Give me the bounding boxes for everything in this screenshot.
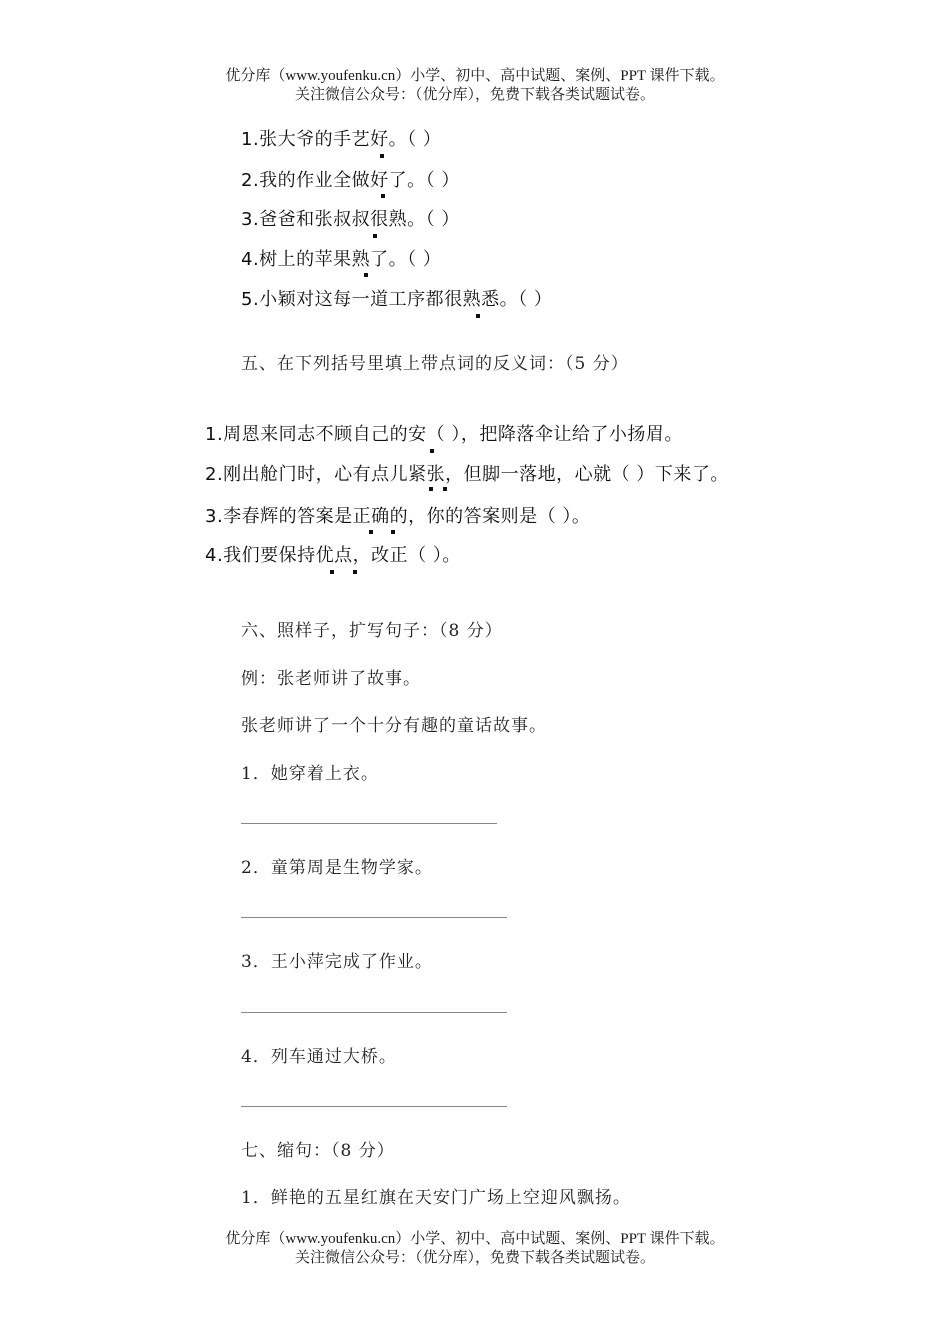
s6-item-4: 4．列车通过大桥。 — [241, 1047, 397, 1067]
emphasis-dot — [380, 154, 384, 158]
section-5-title: 五、在下列括号里填上带点词的反义词：（5 分） — [241, 354, 629, 374]
emphasis-dot — [364, 273, 368, 277]
emphasis-dot — [330, 570, 334, 574]
emphasis-dot — [476, 314, 480, 318]
footer-line-1: 优分库（www.youfenku.cn）小学、初中、高中试题、案例、PPT 课件下载。 — [225, 1231, 725, 1247]
s6-item-1: 1．她穿着上衣。 — [241, 764, 379, 784]
emphasis-dot — [373, 234, 377, 238]
header-line-2: 关注微信公众号：（优分库），免费下载各类试题试卷。 — [294, 87, 655, 103]
answer-line-3 — [241, 1012, 507, 1013]
s4-item-1: 1.张大爷的手艺好。（ ） — [241, 129, 442, 150]
header-line-1: 优分库（www.youfenku.cn）小学、初中、高中试题、案例、PPT 课件下载。 — [225, 68, 725, 84]
s4-item-3: 3.爸爸和张叔叔很熟。（ ） — [241, 209, 460, 230]
emphasis-dot — [430, 449, 434, 453]
s7-item-1: 1．鲜艳的五星红旗在天安门广场上空迎风飘扬。 — [241, 1188, 631, 1208]
section-6-title: 六、照样子，扩写句子：（8 分） — [241, 621, 503, 641]
section-6-example: 例：张老师讲了故事。 — [241, 669, 421, 689]
s4-item-2: 2.我的作业全做好了。（ ） — [241, 170, 460, 191]
s4-item-5: 5.小颖对这每一道工序都很熟悉。（ ） — [241, 289, 553, 310]
s6-item-2: 2．童第周是生物学家。 — [241, 858, 433, 878]
s5-item-2: 2.刚出舱门时，心有点儿紧张，但脚一落地，心就（ ）下来了。 — [205, 464, 729, 485]
emphasis-dot — [369, 530, 373, 534]
emphasis-dot — [353, 570, 357, 574]
section-7-title: 七、缩句：（8 分） — [241, 1141, 395, 1161]
emphasis-dot — [391, 530, 395, 534]
answer-line-2 — [241, 917, 507, 918]
section-6-example-answer: 张老师讲了一个十分有趣的童话故事。 — [241, 716, 547, 736]
s5-item-3: 3.李春辉的答案是正确的，你的答案则是（ ）。 — [205, 506, 591, 527]
emphasis-dot — [429, 487, 433, 491]
answer-line-1 — [241, 823, 497, 824]
emphasis-dot — [443, 487, 447, 491]
answer-line-4 — [241, 1106, 507, 1107]
emphasis-dot — [381, 194, 385, 198]
s5-item-4: 4.我们要保持优点，改正（ ）。 — [205, 545, 461, 566]
footer-line-2: 关注微信公众号：（优分库），免费下载各类试题试卷。 — [294, 1250, 655, 1266]
s5-item-1: 1.周恩来同志不顾自己的安（ ），把降落伞让给了小扬眉。 — [205, 424, 683, 445]
s4-item-4: 4.树上的苹果熟了。（ ） — [241, 249, 442, 270]
s6-item-3: 3．王小萍完成了作业。 — [241, 952, 433, 972]
